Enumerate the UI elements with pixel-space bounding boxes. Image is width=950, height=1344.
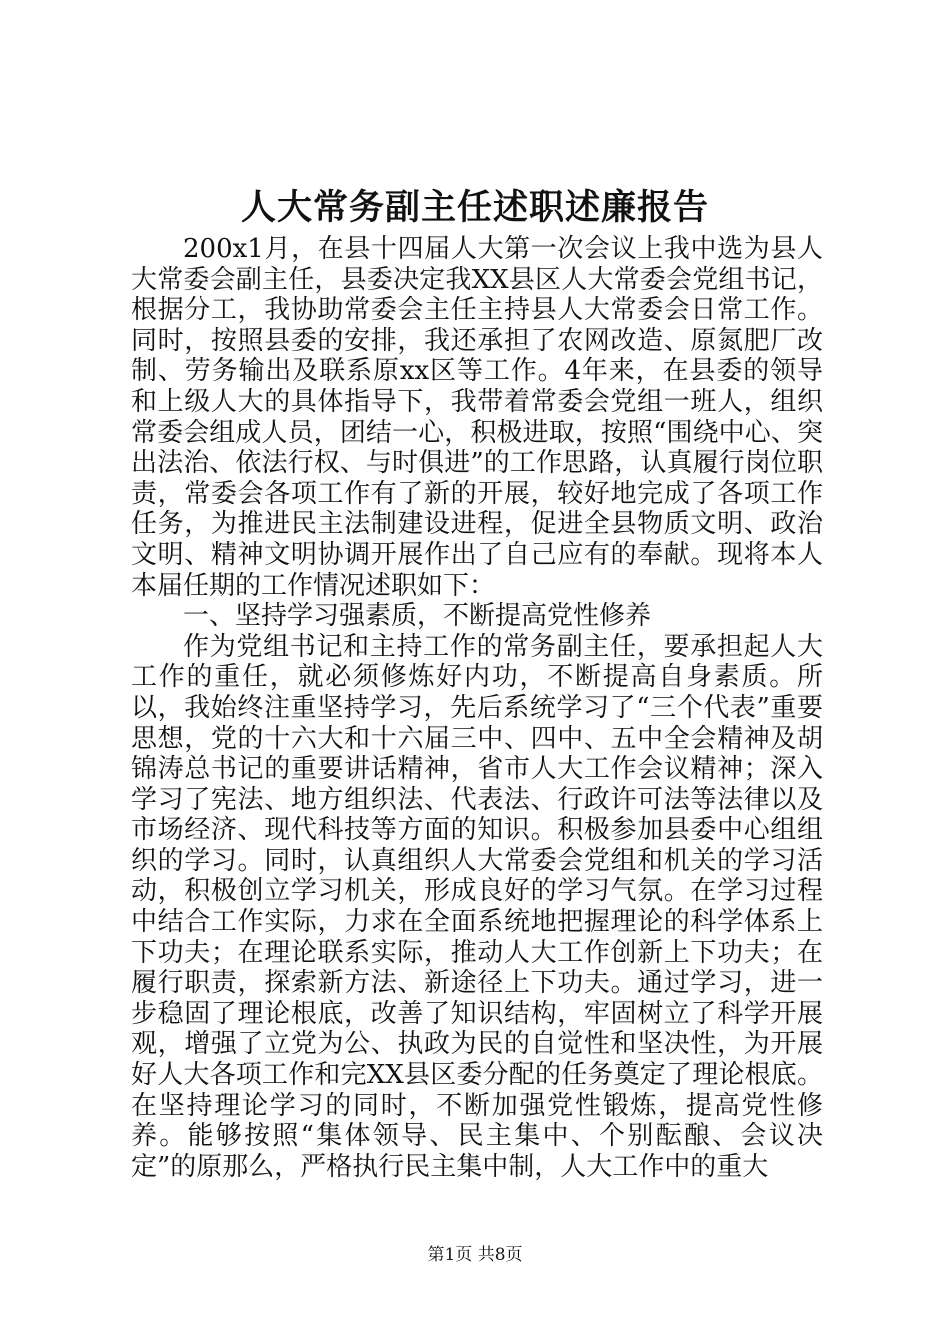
document-title: 人大常务副主任述职述廉报告 <box>240 187 709 228</box>
section-heading-1: 一、坚持学习强素质，不断提高党性修养 <box>183 601 652 632</box>
paragraph-intro: 200x1月，在县十四届人大第一次会议上我中选为县人大常委会副主任，县委决定我XX县区人大常委会党组书记，根据分工，我协助常委会主任主持县人大常委会日常工作。同时，按照县委的安排，我还承担了农网改造、原氮肥厂改制、劳务输出及联系原xx区等工作。4年来，在县委的领导和上级人大的具体指导下，我带着常委会党组一班人，组织常委会组成人员，团结一心，积极进取，按照“围绕中心、突出法治、依法行权、与时俱进”的工作思路，认真履行岗位职责，常委会各项工作有了新的开展，较好地完成了各项工作任务，为推进民主法制建设进程，促进全县物质文明、政治文明、精神文明协调开展作出了自己应有的奉献。现将本人本届任期的工作情况述职如下： <box>131 234 823 601</box>
page-number-footer: 第1页 共8页 <box>427 1245 523 1265</box>
document-body <box>131 234 823 1182</box>
paragraph-section-1: 作为党组书记和主持工作的常务副主任，要承担起人大工作的重任，就必须修炼好内功，不断提高自身素质。所以，我始终注重坚持学习，先后系统学习了“三个代表”重要思想，党的十六大和十六届三中、四中、五中全会精神及胡锦涛总书记的重要讲话精神，省市人大工作会议精神；深入学习了宪法、地方组织法、代表法、行政许可法等法律以及市场经济、现代科技等方面的知识。积极参加县委中心组组织的学习。同时，认真组织人大常委会党组和机关的学习活动，积极创立学习机关，形成良好的学习气氛。在学习过程中结合工作实际，力求在全面系统地把握理论的科学体系上下功夫；在理论联系实际，推动人大工作创新上下功夫；在履行职责，探索新方法、新途径上下功夫。通过学习，进一步稳固了理论根底，改善了知识结构，牢固树立了科学开展观，增强了立党为公、执政为民的自觉性和坚决性，为开展好人大各项工作和完XX县区委分配的任务奠定了理论根底。在坚持理论学习的同时，不断加强党性锻炼，提高党性修养。能够按照“集体领导、民主集中、个别酝酿、会议决定”的原那么，严格执行民主集中制，人大工作中的重大 <box>131 631 823 1182</box>
